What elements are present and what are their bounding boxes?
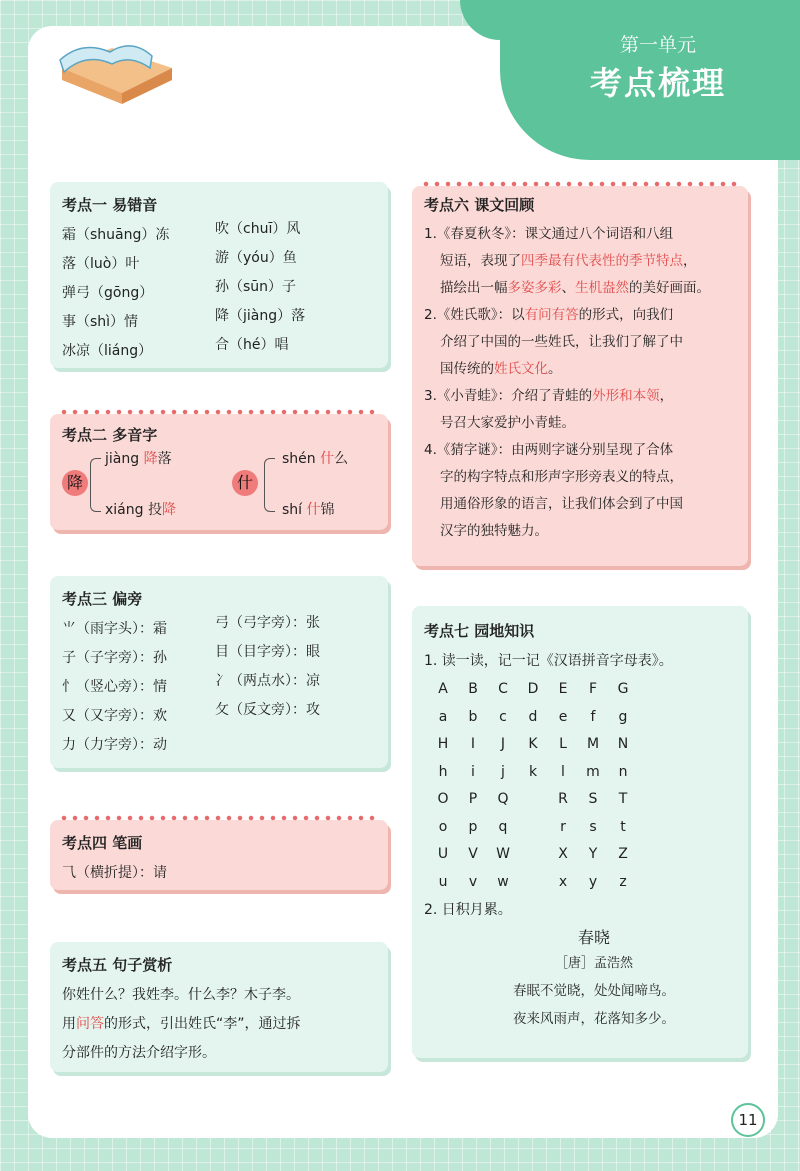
k2-rings [60,408,378,416]
k7-c75: y [588,873,598,890]
k7-c72: w [497,873,509,890]
k7-c12: c [499,708,507,725]
k7-c05: F [588,681,598,697]
k6-rings [422,180,738,188]
k7-c61: V [468,846,478,862]
k7-c26: N [617,736,629,752]
k3-l2: 忄（竖心旁）：情 [62,679,167,695]
k7-c55: s [589,818,597,835]
poem-author: ［唐］孟浩然 [554,956,633,971]
k7-c24: L [559,736,567,752]
page-title: 考点梳理 [590,64,727,102]
k7-c03: D [527,681,539,697]
k7-q1: 1. 读一读，记一记《汉语拼音字母表》。 [424,653,673,669]
card-k1 [50,182,388,368]
k7-c10: a [438,708,448,725]
k7-c60: U [437,846,449,862]
k6-p2a-red: 有问有答 [524,307,579,323]
k3-r1: 目（目字旁）：眼 [215,644,320,660]
card-k3 [50,576,388,768]
k5-l2c: 的形式，引出姓氏“李”，通过拆 [104,1016,301,1032]
k1-r3: 降（jiàng）落 [215,308,306,324]
k7-c13: d [528,708,538,725]
k6-p1c-red2: 生机盎然 [575,280,629,296]
k7-c65: Y [588,846,598,862]
k7-row3 [428,759,744,787]
k1-l3: 事（shì）情 [62,314,139,330]
k7-row4 [428,786,744,814]
k6-p1c-end: 的美好画面。 [629,280,710,296]
k7-c44: R [558,791,568,807]
card-k7 [412,606,748,1058]
k6-p4c: 用通俗形象的语言，让我们体会到了中国 [440,496,683,512]
k6-p2d: 介绍了中国的一些姓氏，让我们了解了中 [440,334,683,350]
k2-char1: 降 [62,470,88,496]
k6-p1b [424,248,710,275]
k7-c11: b [468,708,478,725]
poem-title: 春晓 [577,928,610,947]
k7-c62: W [496,846,510,862]
card-k2 [50,414,388,530]
k2-c2b-py: shí [282,502,307,518]
k5-l2b: 问答 [76,1016,104,1032]
k7-c30: h [438,763,448,780]
k7-c36: n [618,763,628,780]
k6-p1c [424,275,710,302]
k6-p2e-end: 。 [548,361,562,377]
k3-l3: 又（又字旁）：欢 [62,708,167,724]
k2-c1a-hz: 降 [143,451,158,467]
k7-c76: z [619,873,627,890]
k7-c20: H [437,736,449,752]
k6-p2a-a: 2.《姓氏歌》：以 [424,307,525,323]
k7-c15: f [590,708,596,725]
k6-p2e [424,356,710,383]
k3-r0: 弓（弓字旁）：张 [215,615,320,631]
unit-label: 第一单元 [620,34,697,56]
k3-title: 考点三 偏旁 [62,590,143,608]
k2-c2a-hz: 什 [320,451,335,467]
card-k4 [50,820,388,890]
k7-c52: q [498,818,508,835]
k6-p2a-end: 的形式，向我们 [578,307,674,323]
k1-l2: 弹弓（gōng） [62,285,154,301]
k5-l3: 分部件的方法介绍字形。 [62,1045,216,1061]
k7-row0 [428,676,744,704]
k7-c06: G [617,681,629,697]
k2-c1a-py: jiàng [105,451,144,467]
k7-c33: k [528,763,538,780]
k2-title: 考点二 多音字 [62,426,158,444]
k2-c1a [105,445,172,474]
k7-row6 [428,841,744,869]
k7-c74: x [558,873,568,890]
k1-title: 考点一 易错音 [62,196,158,214]
k2-char2: 什 [232,470,258,496]
k7-c35: m [586,763,600,780]
k7-c25: M [586,736,600,752]
card-k5 [50,942,388,1072]
k7-c41: P [468,791,478,807]
k3-l4: 力（力字旁）：动 [62,737,167,753]
k7-row7 [428,869,744,897]
k2-brace2 [264,458,275,512]
k7-c21: I [470,736,476,752]
k4-title: 考点四 笔画 [62,834,143,852]
k2-c2a-py: shén [282,451,321,467]
k7-c42: Q [497,791,509,807]
page-number: 11 [731,1103,765,1137]
k7-c66: Z [618,846,628,862]
k7-c46: T [618,791,628,807]
k1-r2: 孙（sūn）子 [215,279,297,295]
k6-p3a [424,383,710,410]
k2-c1b-hz: 降 [161,502,176,518]
k6-p3a-red: 外形和本领 [592,388,660,404]
k6-p4b: 字的构字特点和形声字形旁表义的特点， [440,469,683,485]
k2-c1a-tail: 落 [157,451,172,467]
k7-c23: K [528,736,538,752]
k7-c56: t [620,818,626,835]
k7-row2 [428,731,744,759]
k7-c02: C [498,681,508,697]
k7-row5 [428,814,744,842]
k1-l1: 落（luò）叶 [62,256,140,272]
k2-c2a [282,445,348,474]
k7-c00: A [438,681,448,697]
k7-row1 [428,704,744,732]
k7-title: 考点七 园地知识 [424,622,535,640]
k7-c40: O [437,791,449,807]
k7-c50: o [438,818,448,835]
k1-r0: 吹（chuī）风 [215,221,301,237]
k6-p2e-red: 姓氏文化 [494,361,548,377]
k7-c54: r [560,818,566,835]
book-icon [52,38,182,108]
k7-c01: B [468,681,478,697]
k2-c2b [282,496,335,525]
k5-title: 考点五 句子赏析 [62,956,173,974]
k7-alphabet [428,676,744,896]
k6-p4d: 汉字的独特魅力。 [440,523,548,539]
k6-p1b-red: 四季最有代表性的季节特点 [521,253,683,269]
k3-l1: 子（子字旁）：孙 [62,650,167,666]
k2-c2a-tail: 么 [334,451,349,467]
k1-r4: 合（hé）唱 [215,337,289,353]
k6-p3a-a: 3.《小青蛙》：介绍了青蛙的 [424,388,593,404]
k1-r1: 游（yóu）鱼 [215,250,297,266]
k6-p4a: 4.《猜字谜》：由两则字谜分别呈现了合体 [424,442,674,458]
k3-r2: 冫（两点水）：凉 [215,673,320,689]
k6-p2e-a: 国传统的 [440,361,494,377]
k4-rings [60,814,378,822]
poem-line1: 春眠不觉晓，处处闻啼鸟。 [513,983,675,999]
k2-brace1 [90,458,101,512]
poem-line2: 夜来风雨声，花落知多少。 [513,1011,675,1027]
k7-c45: S [588,791,598,807]
k7-c51: p [468,818,478,835]
k6-p3a-end: ， [659,388,674,404]
k4-text: ⺄（横折提）：请 [62,865,167,881]
k2-c1b [105,496,176,525]
k2-c2b-hz: 什 [306,502,321,518]
k6-p1c-red1: 多姿多彩 [507,280,562,296]
k7-c31: i [471,763,475,780]
k3-l0: ⺌（雨字头）：霜 [62,621,167,637]
k7-c16: g [618,708,628,725]
k1-l4: 冰凉（liáng） [62,343,153,359]
k6-p1c-sep: 、 [561,280,575,296]
k7-c32: j [501,763,505,780]
k2-c1b-py: xiáng 投 [105,502,162,518]
k6-p1b-a: 短语，表现了 [440,253,521,269]
k7-c64: X [558,846,568,862]
k5-l2 [62,1010,301,1039]
k2-c2b-tail: 锦 [320,502,335,518]
k6-p2a [424,302,710,329]
k7-c04: E [558,681,568,697]
k7-c71: v [468,873,478,890]
k3-r3: 攵（反文旁）：攻 [215,702,320,718]
k7-c70: u [438,873,448,890]
k7-c14: e [558,708,568,725]
k6-p3d: 号召大家爱护小青蛙。 [440,415,575,431]
k6-title: 考点六 课文回顾 [424,196,535,214]
k1-l0: 霜（shuāng）冻 [62,227,170,243]
k7-c34: l [561,763,565,780]
k7-c22: J [500,736,506,752]
k6-p1c-a: 描绘出一幅 [440,280,508,296]
k6-p1a: 1.《春夏秋冬》：课文通过八个词语和八组 [424,226,674,242]
k7-q2: 2. 日积月累。 [424,902,512,918]
k5-l2a: 用 [62,1016,76,1032]
k6-p1b-end: ， [683,253,697,269]
card-k6 [412,186,748,566]
k5-l1: 你姓什么？我姓李。什么李？木子李。 [62,987,300,1003]
